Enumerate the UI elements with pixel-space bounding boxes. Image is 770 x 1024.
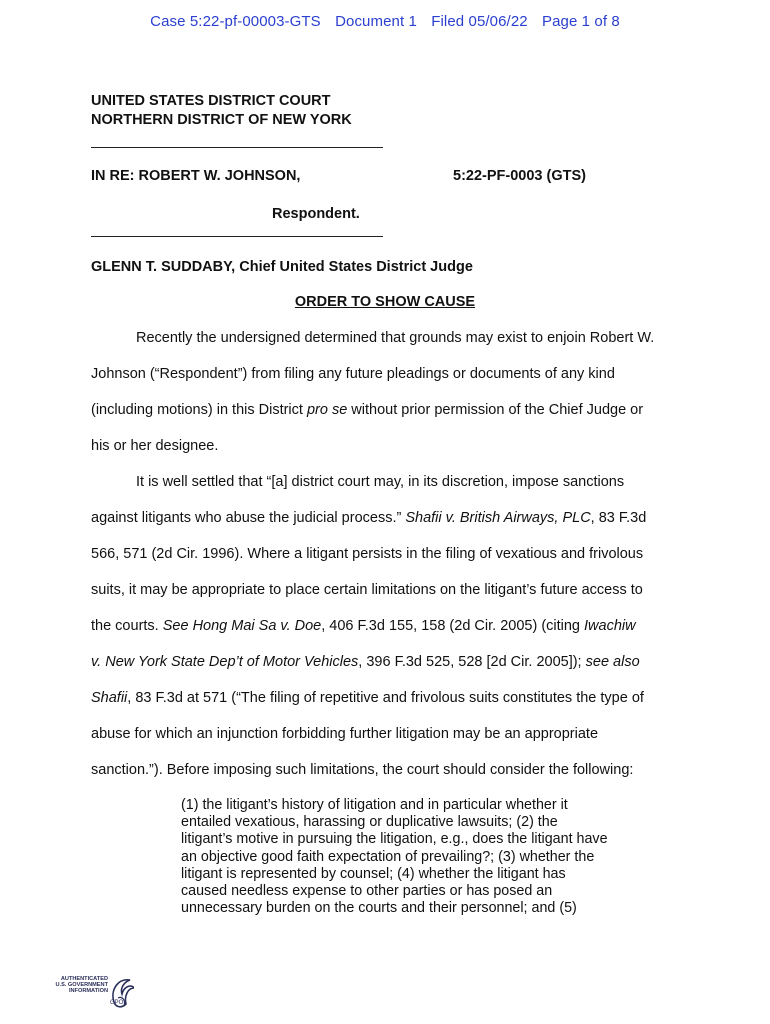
in-re-party: IN RE: ROBERT W. JOHNSON, [91, 168, 301, 184]
citation-italic: Shafii v. British Airways, PLC [405, 510, 591, 526]
quote-line: entailed vexatious, harassing or duplicative lawsuits; (2) the [181, 814, 558, 831]
seal-line: U.S. GOVERNMENT [55, 982, 108, 989]
text-line: sanction.”). Before imposing such limitations, the court should consider the following: [91, 762, 634, 778]
text-segment: , 83 F.3d [590, 510, 647, 526]
judge-name: GLENN T. SUDDABY, Chief United States District Judge [91, 259, 473, 275]
text-line: suits, it may be appropriate to place certain limitations on the litigant’s future access to [91, 582, 643, 598]
case-number-stamp: Case 5:22-pf-00003-GTS [150, 13, 321, 30]
caption-rule-bottom [91, 236, 383, 237]
quote-line: (1) the litigant’s history of litigation and in particular whether it [181, 797, 568, 813]
text-segment: , 406 F.3d 155, 158 (2d Cir. 2005) (citing [321, 618, 585, 634]
citation-italic: Shafii [91, 690, 128, 706]
ecf-header-stamp [0, 13, 770, 30]
text-line [91, 510, 646, 526]
text-line [91, 690, 644, 706]
seal-line: INFORMATION [68, 988, 108, 995]
text-line: 566, 571 (2d Cir. 1996). Where a litigant persists in the filing of vexatious and frivolous [91, 546, 644, 562]
text-line: Johnson (“Respondent”) from filing any future pleadings or documents of any kind [91, 366, 615, 382]
text-segment: , 83 F.3d at 571 (“The filing of repetitive and frivolous suits constitutes the type of [127, 690, 644, 706]
text-line: Recently the undersigned determined that grounds may exist to enjoin Robert W. [136, 330, 655, 346]
text-segment: without prior permission of the Chief Judge or [347, 402, 644, 418]
order-title: ORDER TO SHOW CAUSE [294, 294, 476, 310]
case-number: 5:22-PF-0003 (GTS) [453, 168, 586, 184]
citation-italic: Iwachiw [584, 618, 636, 634]
text-line: It is well settled that “[a] district court may, in its discretion, impose sanctions [136, 474, 625, 490]
quote-line: caused needless expense to other parties or has posed an [181, 883, 553, 900]
block-quote [181, 797, 651, 917]
text-line [91, 402, 643, 418]
document-number-stamp: Document 1 [335, 13, 417, 30]
page-number-stamp: Page 1 of 8 [541, 13, 620, 30]
text-segment: the courts. [91, 618, 163, 634]
text-line [91, 618, 636, 634]
text-line [91, 654, 640, 670]
caption-rule-top [91, 147, 383, 148]
gpo-authentication-seal [44, 972, 134, 1016]
quote-line: unnecessary burden on the courts and their personnel; and (5) [181, 900, 577, 917]
text-line: abuse for which an injunction forbidding further litigation may be an appropriate [91, 726, 599, 742]
eagle-icon [44, 972, 134, 1016]
gpo-mark: GPO [110, 1000, 124, 1006]
quote-line: litigant’s motive in pursuing the litigation, e.g., does the litigant have [181, 831, 608, 848]
text-segment: against litigants who abuse the judicial process.” [91, 510, 406, 526]
filed-date-stamp: Filed 05/06/22 [431, 13, 528, 30]
court-name: UNITED STATES DISTRICT COURT [91, 93, 331, 109]
court-district: NORTHERN DISTRICT OF NEW YORK [91, 112, 352, 128]
respondent-label: Respondent. [272, 206, 360, 222]
text-segment: , 396 F.3d 525, 528 [2d Cir. 2005]); [358, 654, 586, 670]
citation-italic: v. New York State Dep’t of Motor Vehicles [91, 654, 359, 670]
quote-line: litigant is represented by counsel; (4) whether the litigant has [181, 865, 566, 882]
citation-italic: See Hong Mai Sa v. Doe [162, 618, 322, 634]
quote-line: an objective good faith expectation of prevailing?; (3) whether the [181, 848, 595, 865]
citation-italic: see also [585, 654, 640, 670]
seal-line: AUTHENTICATED [60, 976, 108, 982]
text-line: his or her designee. [91, 438, 219, 454]
citation-italic: pro se [306, 402, 348, 418]
text-segment: (including motions) in this District [91, 402, 307, 418]
